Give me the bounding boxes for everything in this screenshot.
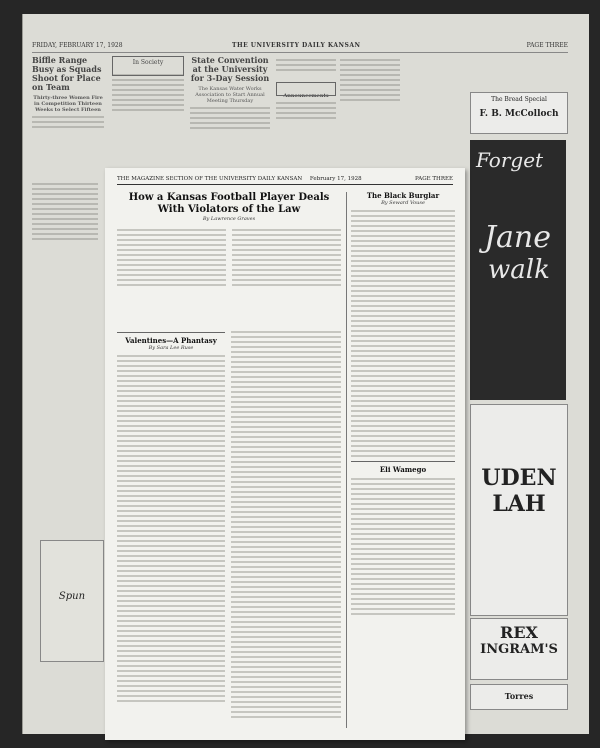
bg-column-5: [340, 56, 400, 166]
ad-ingram-text: INGRAM'S: [480, 642, 558, 657]
subhead-state-convention: The Kansas Water Works Association to Start Annual Meeting Thursday: [195, 86, 265, 104]
ad-forget-text: Forget: [476, 148, 544, 172]
subhead-rifle-range: Thirty-three Women Fire in Competition Thirteen Weeks to Select Fifteen: [33, 95, 103, 113]
ad-rex-text: REX: [500, 623, 538, 642]
ad-uden-lah: [470, 404, 568, 616]
valentines-title: Valentines—A Phantasy: [125, 336, 217, 345]
bg-column-left-lower: [32, 180, 98, 530]
ad-spun: [40, 540, 104, 662]
society-heading: In Society: [132, 59, 164, 66]
ad-torres-text: Torres: [504, 691, 534, 701]
ad-forget-jane-walk: [470, 140, 566, 400]
headline-rifle-range: Biffle Range Busy as Squads Shoot for Place on Team: [32, 56, 102, 92]
ad-walk-text: walk: [488, 255, 550, 285]
right-column: [351, 192, 455, 728]
announcements-heading: Announcements: [283, 93, 329, 99]
masthead-date: FRIDAY, FEBRUARY 17, 1928: [32, 42, 123, 49]
ad-rex-ingrams: [470, 618, 568, 680]
insert-header: [117, 176, 453, 185]
newspaper-masthead: [32, 40, 568, 53]
middle-column: [231, 328, 341, 728]
mccolloch-name: F. B. McColloch: [479, 109, 559, 119]
bg-column-state: [190, 56, 270, 166]
main-article: [117, 192, 341, 312]
ad-jane-text: Jane: [484, 220, 551, 255]
burglar-byline: By Seward Vouse: [381, 200, 425, 206]
main-article-byline: By Lawrence Graves: [202, 216, 256, 222]
insert-header-date: February 17, 1928: [309, 176, 362, 182]
ad-torres: [470, 684, 568, 710]
valentines-article: [117, 328, 225, 728]
bg-column-4: [276, 56, 336, 166]
ad-uden-text: UDEN: [481, 465, 557, 491]
masthead-title: THE UNIVERSITY DAILY KANSAN: [232, 42, 361, 49]
insert-header-right: PAGE THREE: [415, 176, 453, 182]
bg-column-society: [112, 56, 184, 166]
masthead-page: PAGE THREE: [526, 42, 568, 49]
valentines-byline: By Sara Lee Ruse: [148, 345, 194, 351]
magazine-insert: [105, 168, 465, 740]
ad-spun-text: Spun: [58, 591, 86, 602]
main-article-title: How a Kansas Football Player Deals With Violators of the Law: [128, 192, 330, 215]
ad-lah-text: LAH: [492, 491, 546, 517]
ad-bread-special: [470, 92, 568, 134]
bread-special-title: The Bread Special: [491, 96, 547, 103]
insert-header-left: THE MAGAZINE SECTION OF THE UNIVERSITY DAILY KANSAN: [117, 176, 303, 182]
burglar-title: The Black Burglar: [366, 192, 440, 200]
headline-state-convention: State Convention at the University for 3-Day Session: [190, 56, 270, 83]
bg-column-left: [32, 56, 104, 166]
eli-wamego-title: Eli Wamego: [379, 465, 427, 474]
